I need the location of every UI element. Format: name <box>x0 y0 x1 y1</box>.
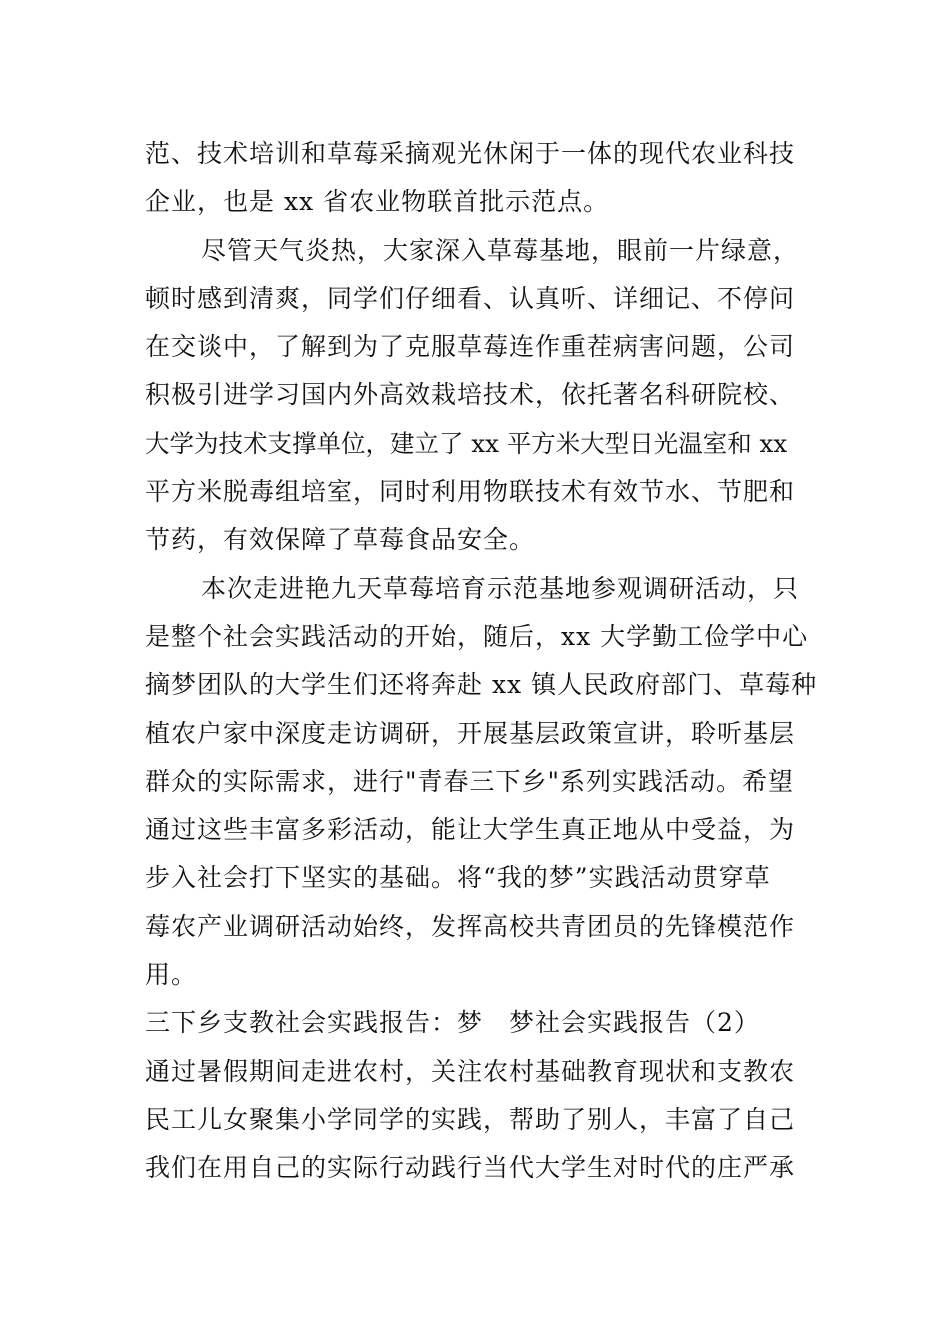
text-line: 步入社会打下坚实的基础。将“我的梦”实践活动贯穿草 <box>145 863 771 893</box>
text-line: 群众的实际需求，进行"青春三下乡"系列实践活动。希望 <box>145 766 795 796</box>
text-line: 本次走进艳九天草莓培育示范基地参观调研活动，只 <box>201 573 800 603</box>
text-line: 用。 <box>145 960 198 990</box>
document-body <box>145 130 825 1193</box>
text-line: 节药，有效保障了草莓食品安全。 <box>145 525 536 555</box>
text-line: 企业，也是 xx 省农业物联首批示范点。 <box>145 187 610 217</box>
text-line: 顿时感到清爽，同学们仔细看、认真听、详细记、不停问 <box>145 283 796 313</box>
text-line: 民工儿女聚集小学同学的实践，帮助了别人，丰富了自己 <box>145 1104 796 1134</box>
text-line: 我们在用自己的实际行动践行当代大学生对时代的庄严承 <box>145 1153 796 1183</box>
text-line: 植农户家中深度走访调研，开展基层政策宣讲，聆听基层 <box>145 718 796 748</box>
text-line: 积极引进学习国内外高效栽培技术，依托著名科研院校、 <box>145 380 796 410</box>
text-line: 大学为技术支撑单位，建立了 xx 平方米大型日光温室和 xx <box>145 428 788 458</box>
text-line: 三下乡支教社会实践报告：梦 梦社会实践报告（2） <box>145 1008 760 1038</box>
text-line: 在交谈中，了解到为了克服草莓连作重茬病害问题，公司 <box>145 332 796 362</box>
text-line: 通过暑假期间走进农村，关注农村基础教育现状和支教农 <box>145 1056 796 1086</box>
text-line: 通过这些丰富多彩活动，能让大学生真正地从中受益，为 <box>145 815 796 845</box>
text-line: 范、技术培训和草莓采摘观光休闲于一体的现代农业科技 <box>145 139 796 168</box>
text-line: 是整个社会实践活动的开始，随后，xx 大学勤工俭学中心 <box>145 621 809 651</box>
text-line: 尽管天气炎热，大家深入草莓基地，眼前一片绿意， <box>201 235 800 265</box>
text-line: 莓农产业调研活动始终，发挥高校共青团员的先锋模范作 <box>145 911 796 941</box>
text-line: 摘梦团队的大学生们还将奔赴 xx 镇人民政府部门、草莓种 <box>145 670 818 700</box>
text-line: 平方米脱毒组培室，同时利用物联技术有效节水、节肥和 <box>145 477 796 507</box>
